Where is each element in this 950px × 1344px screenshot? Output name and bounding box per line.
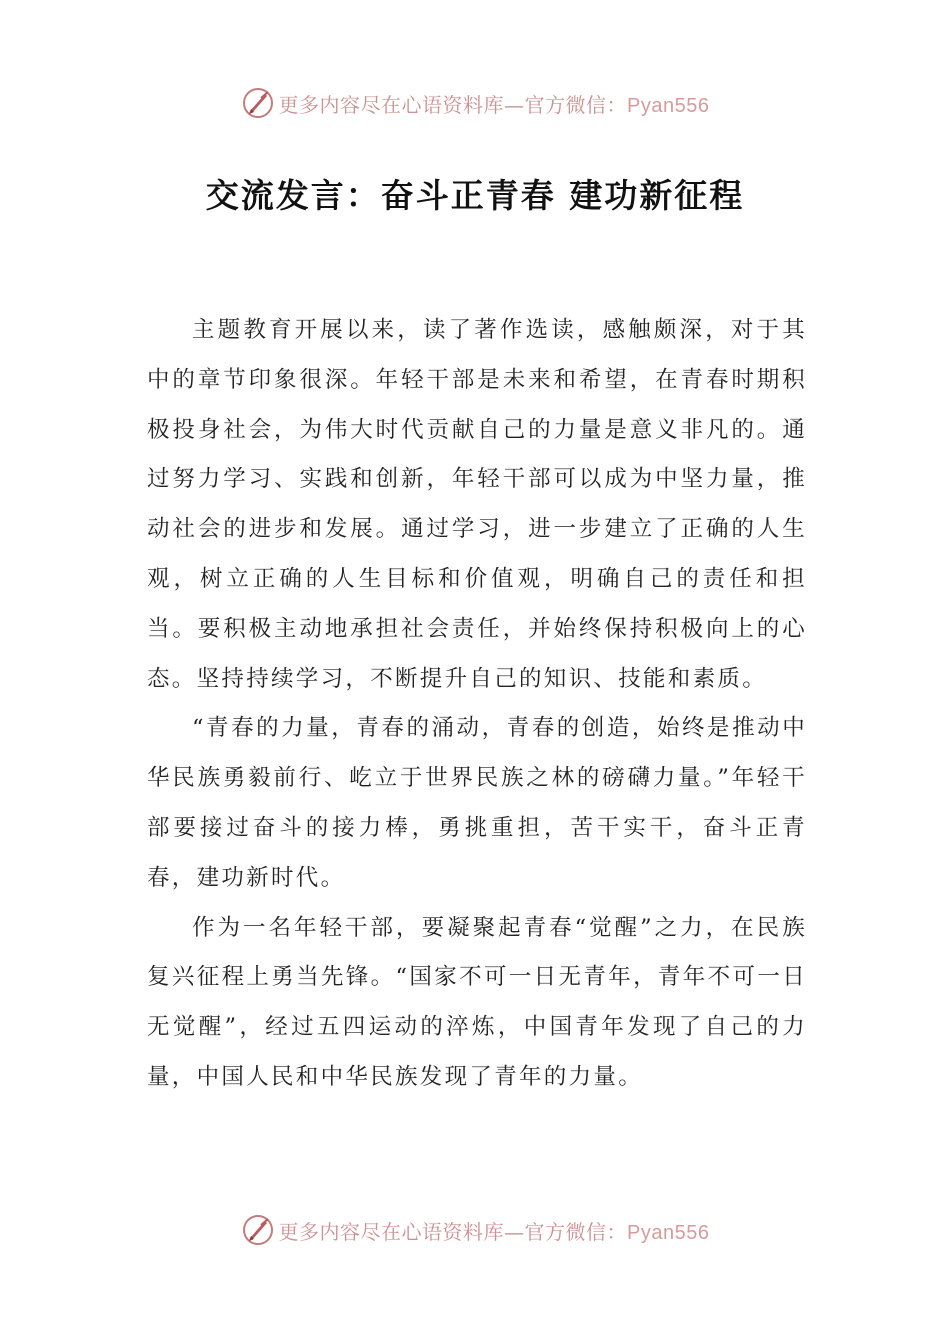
watermark-wechat-label: 官方微信： (524, 92, 628, 117)
watermark-site-text: 更多内容尽在心语资料库 (278, 1219, 505, 1244)
paragraph-2: “青春的力量，青春的涌动，青春的创造，始终是推动中华民族勇毅前行、屹立于世界民族之林的磅礴力量。”年轻干部要接过奋斗的接力棒，勇挑重担，苦干实干，奋斗正青春，建功新时代。 (147, 715, 807, 891)
watermark-wechat-id: Pyan556 (627, 1221, 710, 1244)
watermark-wechat-id: Pyan556 (627, 94, 710, 117)
footer-watermark (0, 1210, 950, 1250)
document-body (147, 306, 807, 1103)
watermark-text (279, 89, 710, 118)
watermark-separator: — (504, 1219, 525, 1244)
quill-logo-icon (241, 1213, 275, 1247)
paragraph-1: 主题教育开展以来，读了著作选读，感触颇深，对于其中的章节印象很深。年轻干部是未来和希望，在青春时期积极投身社会，为伟大时代贡献自己的力量是意义非凡的。通过努力学习、实践和创新，年轻干部可以成为中坚力量，推动社会的进步和发展。通过学习，进一步建立了正确的人生观，树立正确的人生目标和价值观，明确自己的责任和担当。要积极主动地承担社会责任，并始终保持积极向上的心态。坚持持续学习，不断提升自己的知识、技能和素质。 (147, 317, 807, 692)
quill-logo-icon (241, 86, 275, 120)
paragraph-3: 作为一名年轻干部，要凝聚起青春“觉醒”之力，在民族复兴征程上勇当先锋。“国家不可一日无青年，青年不可一日无觉醒”，经过五四运动的淬炼，中国青年发现了自己的力量，中国人民和中华民族发现了青年的力量。 (147, 914, 807, 1090)
document-title: 交流发言：奋斗正青春 建功新征程 (205, 176, 745, 215)
watermark-wechat-label: 官方微信： (524, 1219, 628, 1244)
watermark-site-text: 更多内容尽在心语资料库 (278, 92, 505, 117)
watermark-text (279, 1216, 710, 1245)
watermark-separator: — (504, 92, 525, 117)
header-watermark (0, 83, 950, 123)
